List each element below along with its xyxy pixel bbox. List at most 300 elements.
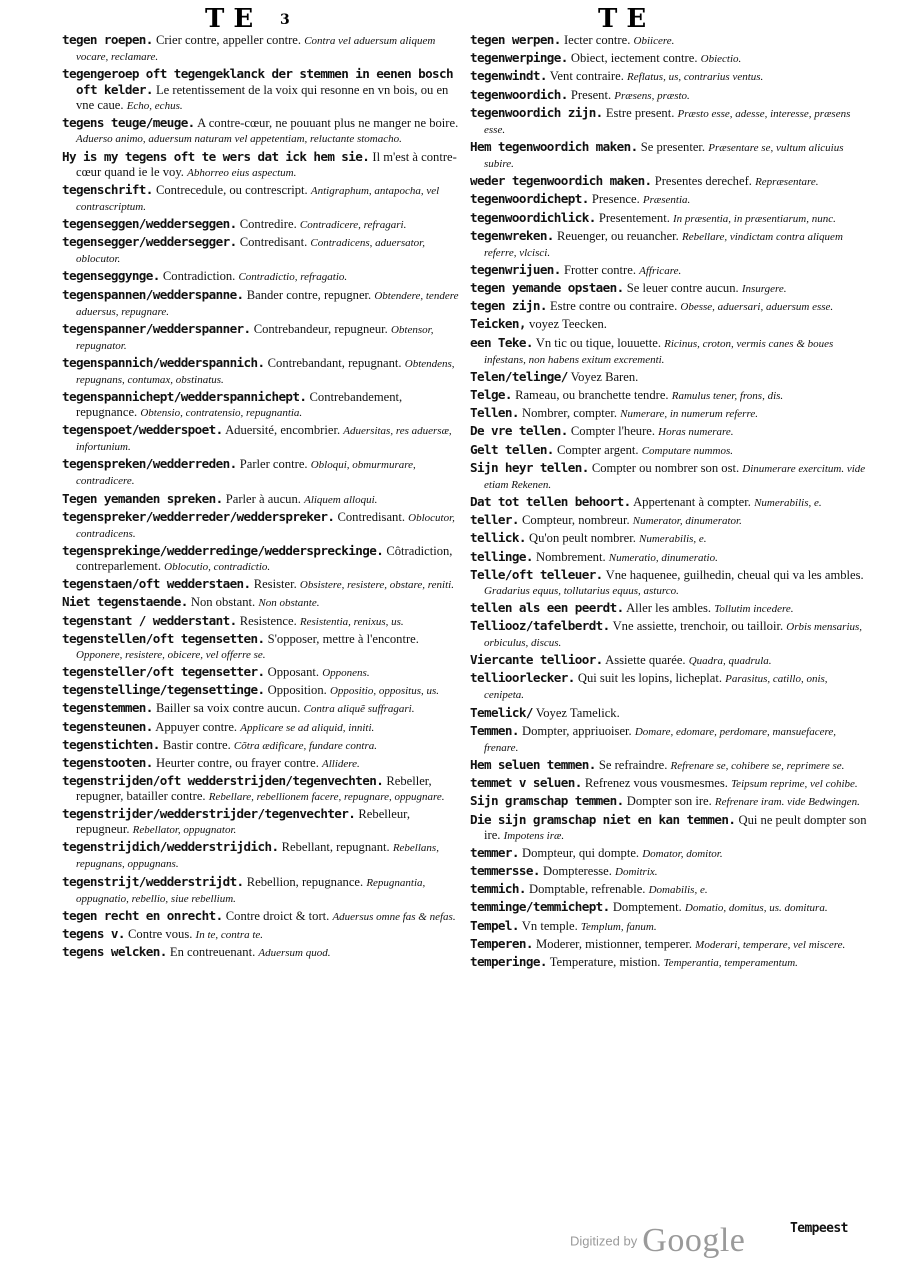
entry-french: Presence. <box>591 192 640 207</box>
dictionary-entry <box>62 182 460 215</box>
entry-headword: Sijn gramschap temmen. <box>470 793 624 809</box>
dictionary-entry <box>470 652 870 669</box>
dictionary-entry <box>62 115 460 147</box>
entry-latin: Rebellare, rebellionem facere, repugnare, oppugnare. <box>208 791 445 804</box>
dictionary-entry <box>62 839 460 872</box>
dictionary-entry <box>62 806 460 838</box>
entry-french: Rebellion, repugnance. <box>246 874 364 889</box>
entry-latin: Abhorreo eius aspectum. <box>187 166 297 179</box>
entry-headword: Hem seluen temmen. <box>470 757 596 772</box>
dictionary-entry <box>62 268 460 285</box>
dictionary-entry <box>470 262 870 279</box>
entry-latin: Domator, domitor. <box>642 847 723 860</box>
entry-latin: Obtendens, repugnans, contumax, obstinatus. <box>76 357 455 386</box>
entry-headword: tegenwoordichept. <box>470 191 589 207</box>
entry-headword: De vre tellen. <box>470 423 568 439</box>
entry-headword: temperinge. <box>470 953 547 969</box>
entry-french: Resister. <box>253 577 297 592</box>
entry-headword: tegenstrijt/wedderstrijdt. <box>62 873 244 889</box>
entry-french: Contre vous. <box>128 927 193 941</box>
entry-headword: tegenspannen/wedderspanne. <box>62 286 244 302</box>
dictionary-entry <box>470 50 870 67</box>
entry-french: Presentement. <box>598 210 670 225</box>
entry-headword: Sijn heyr tellen. <box>470 459 589 475</box>
entry-headword: tegenseggynge. <box>62 268 160 284</box>
entry-latin: Oblocutor, contradicens. <box>76 511 455 540</box>
catchword: Tempeest <box>790 1221 848 1236</box>
entry-latin: Obtensio, contratensio, repugnantia. <box>140 407 303 420</box>
dictionary-entry <box>470 228 870 261</box>
entry-latin: Obiectio. <box>700 53 742 66</box>
entry-headword: Telen/telinge/ <box>470 368 568 384</box>
header-letter-left: T E <box>205 4 254 34</box>
entry-headword: tegen roepen. <box>62 32 153 47</box>
entry-latin: Dinumerare exercitum. vide etiam Rekenen. <box>484 462 866 491</box>
entry-headword: tellinge. <box>470 548 533 564</box>
dictionary-entry <box>470 881 870 898</box>
dictionary-entry <box>470 723 870 756</box>
entry-french: Contradiction. <box>162 269 236 284</box>
entry-french: Voyez Baren. <box>570 369 639 384</box>
entry-latin: Horas numerare. <box>658 426 734 439</box>
entry-latin: Obsistere, resistere, obstare, reniti. <box>299 579 454 592</box>
entry-french: Reuenger, ou reuancher. <box>556 228 679 243</box>
entry-latin: Ramulus tener, frons, dis. <box>671 390 784 402</box>
entry-headword: Telliooz/tafelberdt. <box>470 618 610 634</box>
entry-latin: Rebellare, vindictam contra aliquem referre, vlcisci. <box>484 230 843 259</box>
entry-latin: Contra aliquẽ suffragari. <box>303 703 415 716</box>
entry-headword: temminge/temmichept. <box>470 899 610 915</box>
entry-latin: In præsentia, in præsentiarum, nunc. <box>673 212 836 225</box>
dictionary-entry <box>470 812 870 844</box>
dictionary-entry <box>470 87 870 104</box>
dictionary-entry <box>470 793 870 810</box>
entry-latin: Numerabilis, e. <box>639 533 707 546</box>
right-column <box>470 32 870 972</box>
entry-latin: Parasitus, catillo, onis, cenipeta. <box>484 673 828 702</box>
watermark-brand: Google <box>642 1222 746 1259</box>
entry-headword: tegenwoordichlick. <box>470 209 596 225</box>
entry-latin: Præsentare se, vultum alicuius subire. <box>484 141 844 170</box>
entry-french: Contrebandeur, repugneur. <box>253 321 388 336</box>
dictionary-entry <box>470 936 870 953</box>
entry-french: Bander contre, repugner. <box>246 287 372 302</box>
entry-french: Dompteresse. <box>542 863 612 878</box>
entry-french: Se presenter. <box>640 139 706 154</box>
entry-headword: Temperen. <box>470 935 533 951</box>
dictionary-entry <box>470 369 870 386</box>
entry-latin: Gradarius equus, tollutarius equus, asturco. <box>484 584 679 597</box>
entry-french: Parler contre. <box>239 457 308 472</box>
entry-french: Opposition. <box>267 683 327 698</box>
entry-latin: Refrenare iram. vide Bedwingen. <box>714 796 860 809</box>
entry-french: Contredire. <box>239 216 297 231</box>
entry-headword: tellioorlecker. <box>470 670 575 686</box>
entry-french: Qu'on peult nombrer. <box>529 531 636 546</box>
left-column <box>62 32 460 962</box>
entry-latin: Quadra, quadrula. <box>688 655 772 668</box>
dictionary-entry <box>470 423 870 440</box>
entry-latin: Impotens iræ. <box>503 829 565 842</box>
entry-latin: Affricare. <box>639 264 682 277</box>
dictionary-entry <box>62 234 460 267</box>
entry-french: Appertenant à compter. <box>633 494 751 509</box>
entry-french: Dompter son ire. <box>626 794 712 809</box>
dictionary-entry <box>62 576 460 593</box>
entry-headword: tegensteller/oft tegensetter. <box>62 663 265 679</box>
entry-headword: tegenwoordich. <box>470 86 568 102</box>
entry-headword: Telle/oft telleuer. <box>470 566 603 582</box>
entry-headword: tegensprekinge/wedderredinge/wedderspreckinge. <box>62 543 384 558</box>
entry-headword: tegens teuge/meuge. <box>62 115 195 131</box>
dictionary-entry <box>470 460 870 493</box>
entry-latin: Obtensor, repugnator. <box>76 323 434 352</box>
entry-french: Estre present. <box>605 105 675 120</box>
dictionary-entry <box>470 918 870 935</box>
entry-latin: Reflatus, us, contrarius ventus. <box>627 71 764 84</box>
entry-latin: Numeratio, dinumeratio. <box>608 551 718 564</box>
dictionary-entry <box>62 456 460 489</box>
dictionary-entry <box>470 899 870 916</box>
entry-headword: temmich. <box>470 881 526 897</box>
entry-latin: Echo, echus. <box>126 100 183 113</box>
dictionary-entry <box>470 775 870 792</box>
dictionary-entry <box>62 631 460 663</box>
entry-french: Vn temple. <box>521 918 578 933</box>
dictionary-entry <box>62 719 460 736</box>
dictionary-entry <box>470 618 870 651</box>
entry-latin: Refrenare se, cohibere se, reprimere se. <box>670 760 845 772</box>
dictionary-entry <box>470 335 870 368</box>
entry-latin: Rebellator, oppugnator. <box>132 824 237 837</box>
entry-french: Compter ou nombrer son ost. <box>591 460 740 475</box>
dictionary-entry <box>62 682 460 699</box>
entry-headword: tegenwrijuen. <box>470 261 561 277</box>
entry-headword: tegenstrijden/oft wedderstrijden/tegenvechten. <box>62 773 384 789</box>
entry-french: Vent contraire. <box>549 69 624 84</box>
entry-latin: Moderari, temperare, vel miscere. <box>695 938 846 951</box>
entry-headword: tegenspreker/wedderreder/wedderspreker. <box>62 508 335 524</box>
entry-headword: Teicken, <box>470 316 526 332</box>
entry-french: Assiette quarée. <box>605 653 686 668</box>
entry-french: Qui suit les lopins, licheplat. <box>577 671 723 686</box>
header-mark: 3 <box>280 12 290 28</box>
dictionary-entry <box>62 874 460 907</box>
entry-latin: Non obstante. <box>258 597 320 610</box>
entry-headword: temmersse. <box>470 862 540 878</box>
entry-latin: Præsentia. <box>642 194 691 207</box>
entry-headword: Tempel. <box>470 917 519 933</box>
entry-headword: tegenspannich/wedderspannich. <box>62 354 265 370</box>
entry-french: Contredisant. <box>239 235 308 250</box>
entry-latin: Contradicere, refragari. <box>299 218 407 231</box>
dictionary-entry <box>470 387 870 404</box>
entry-french: Moderer, mistionner, temperer. <box>536 936 693 951</box>
entry-latin: Tollutim incedere. <box>714 602 794 615</box>
entry-headword: Viercante tellioor. <box>470 652 603 668</box>
entry-french: Se refraindre. <box>598 758 668 772</box>
entry-headword: tegenspreken/wedderreden. <box>62 456 237 472</box>
dictionary-entry <box>470 173 870 190</box>
entry-french: Domptement. <box>612 900 682 915</box>
entry-french: Opposant. <box>267 664 320 679</box>
dictionary-entry <box>470 705 870 722</box>
dictionary-entry <box>470 280 870 297</box>
entry-latin: Opponens. <box>322 666 370 679</box>
watermark-prefix: Digitized by <box>570 1233 638 1249</box>
entry-headword: tegenwerpinge. <box>470 50 568 66</box>
dictionary-entry <box>62 287 460 320</box>
entry-latin: Opponere, resistere, obicere, vel offerre se. <box>76 648 266 661</box>
entry-headword: tegens v. <box>62 926 125 941</box>
entry-latin: Repugnantia, oppugnatio, rebellio, siue rebellium. <box>76 876 426 905</box>
entry-headword: Hem tegenwoordich maken. <box>470 138 638 154</box>
entry-latin: Præsto esse, adesse, interesse, præsens esse. <box>484 107 851 136</box>
dictionary-entry <box>470 442 870 459</box>
entry-latin: Insurgere. <box>741 283 787 296</box>
entry-latin: Obiicere. <box>633 35 675 47</box>
dictionary-entry <box>62 908 460 925</box>
entry-latin: Numerare, in numerum referre. <box>620 408 758 421</box>
entry-latin: Ricinus, croton, vermis canes & boues infestans, non habens exitum excrementi. <box>484 337 834 366</box>
entry-latin: Contra vel aduersum aliquem vocare, reclamare. <box>76 35 436 63</box>
dictionary-entry <box>470 567 870 599</box>
entry-headword: een Teke. <box>470 334 533 350</box>
dictionary-entry <box>470 670 870 703</box>
entry-latin: Domatio, domitus, us. domitura. <box>684 902 828 915</box>
entry-headword: tegenstichten. <box>62 736 160 752</box>
dictionary-entry <box>62 664 460 681</box>
entry-french: Non obstant. <box>190 595 256 610</box>
entry-headword: tellen als een peerdt. <box>470 599 624 615</box>
entry-french: Heurter contre, ou frayer contre. <box>155 755 319 770</box>
entry-french: Dompter, appriuoiser. <box>522 723 632 738</box>
entry-latin: Resistentia, renixus, us. <box>299 615 404 628</box>
dictionary-entry <box>470 600 870 617</box>
dictionary-entry <box>62 149 460 181</box>
entry-headword: tegen yemande opstaen. <box>470 280 624 296</box>
entry-french: Bastir contre. <box>162 737 231 752</box>
entry-latin: Domabilis, e. <box>648 884 708 897</box>
dictionary-entry <box>470 191 870 208</box>
entry-latin: Domare, edomare, perdomare, mansuefacere, frenare. <box>484 725 836 754</box>
entry-latin: Contradicens, aduersator, oblocutor. <box>76 237 425 266</box>
entry-headword: tegenwoordich zijn. <box>470 104 603 120</box>
entry-headword: tegenspoet/wedderspoet. <box>62 422 223 438</box>
entry-french: Compter argent. <box>556 442 639 457</box>
entry-latin: Rebellans, repugnans, oppugnans. <box>76 842 439 871</box>
entry-latin: Domitrix. <box>615 865 658 878</box>
entry-headword: tegenstrijdich/wedderstrijdich. <box>62 839 279 855</box>
entry-latin: Allidere. <box>322 757 360 770</box>
entry-latin: Aduersus omne fas & nefas. <box>332 910 456 923</box>
entry-french: Obiect, iectement contre. <box>570 51 698 66</box>
entry-headword: Hy is my tegens oft te wers dat ick hem sie. <box>62 148 370 164</box>
entry-french: Il m'est à contre-cœur quand ie le voy. <box>76 149 457 179</box>
entry-latin: Præsens, præsto. <box>614 89 690 102</box>
entry-latin: Cõtra ædificare, fundare contra. <box>233 739 378 752</box>
header-letter-right: T E <box>598 4 647 34</box>
dictionary-entry <box>470 32 870 49</box>
entry-latin: Repræsentare. <box>755 176 819 189</box>
dictionary-entry <box>62 389 460 421</box>
entry-headword: Tegen yemanden spreken. <box>62 490 223 506</box>
entry-latin: Teipsum reprime, vel cohibe. <box>731 778 858 791</box>
entry-headword: tegenstaen/oft wedderstaen. <box>62 576 251 592</box>
entry-headword: tegensegger/weddersegger. <box>62 234 237 250</box>
dictionary-entry <box>62 32 460 65</box>
entry-french: voyez Teecken. <box>529 317 607 332</box>
entry-french: Contredisant. <box>337 509 405 524</box>
entry-headword: tegenschrift. <box>62 181 153 197</box>
dictionary-entry <box>62 321 460 354</box>
entry-latin: Templum, fanum. <box>580 920 657 933</box>
entry-latin: Oblocutio, contradictio. <box>164 561 271 573</box>
entry-headword: Dat tot tellen behoort. <box>470 493 631 509</box>
entry-latin: Aduerso animo, aduersum naturam vel appetentiam, reluctante stomacho. <box>76 133 402 146</box>
entry-french: Temperature, mistion. <box>549 954 661 969</box>
dictionary-entry <box>470 139 870 172</box>
entry-latin: Oppositio, oppositus, us. <box>329 685 440 698</box>
entry-french: Nombrement. <box>536 549 606 564</box>
entry-french: Le retentissement de la voix qui resonne en vn bois, ou en vne caue. <box>76 83 449 113</box>
entry-headword: tegenstooten. <box>62 754 153 770</box>
dictionary-entry <box>62 491 460 508</box>
dictionary-entry <box>470 757 870 774</box>
dictionary-entry <box>470 298 870 315</box>
dictionary-entry <box>62 422 460 455</box>
entry-french: Rebellant, repugnant. <box>281 840 390 855</box>
entry-french: A contre-cœur, ne pouuant plus ne manger ne boire. <box>197 116 459 131</box>
entry-headword: tegen werpen. <box>470 32 561 47</box>
entry-latin: Temperantia, temperamentum. <box>663 956 798 969</box>
entry-latin: Numerator, dinumerator. <box>632 515 742 528</box>
entry-headword: tegenwindt. <box>470 68 547 84</box>
entry-latin: Aduersum quod. <box>258 947 331 960</box>
entry-headword: weder tegenwoordich maken. <box>470 173 652 189</box>
entry-french: Se leuer contre aucun. <box>626 281 739 296</box>
dictionary-entry <box>62 737 460 754</box>
entry-french: Nombrer, compter. <box>522 406 618 421</box>
entry-headword: Gelt tellen. <box>470 441 554 457</box>
entry-french: Contrebandement, repugnance. <box>76 390 403 420</box>
entry-headword: temmer. <box>470 844 519 860</box>
entry-headword: Telge. <box>470 387 512 402</box>
entry-french: Dompteur, qui dompte. <box>522 845 640 860</box>
entry-latin: Antigraphum, antapocha, vel contrascriptum. <box>76 184 440 213</box>
entry-latin: Obesse, aduersari, aduersum esse. <box>680 301 834 314</box>
entry-french: Domptable, refrenable. <box>529 882 646 897</box>
entry-latin: Orbis mensarius, orbiculus, discus. <box>484 621 863 650</box>
entry-headword: tegenstant / wedderstant. <box>62 612 237 628</box>
entry-french: Estre contre ou contraire. <box>549 299 678 314</box>
dictionary-entry <box>62 755 460 772</box>
dictionary-entry <box>470 405 870 422</box>
dictionary-entry <box>62 509 460 542</box>
entry-headword: tegengeroep oft tegengeklanck der stemmen in eenen bosch oft kelder. <box>62 66 453 98</box>
dictionary-entry <box>470 105 870 138</box>
entry-french: Rebelleur, repugneur. <box>76 807 411 837</box>
entry-french: Crier contre, appeller contre. <box>155 33 302 47</box>
entry-latin: Obtendere, tendere aduersus, repugnare. <box>76 289 459 318</box>
dictionary-entry <box>62 944 460 961</box>
entry-french: Voyez Tamelick. <box>535 705 620 720</box>
dictionary-entry <box>62 543 460 575</box>
dictionary-entry <box>62 773 460 805</box>
entry-headword: tegenseggen/wedderseggen. <box>62 215 237 231</box>
dictionary-entry <box>470 494 870 511</box>
entry-french: Parler à aucun. <box>225 491 301 506</box>
entry-french: Refrenez vous vousmesmes. <box>584 776 728 791</box>
entry-headword: tegenwreken. <box>470 227 554 243</box>
entry-headword: Tellen. <box>470 405 519 421</box>
entry-headword: tegenstrijder/wedderstrijder/tegenvechter. <box>62 806 356 822</box>
entry-headword: tegenstellen/oft tegensetten. <box>62 630 265 646</box>
entry-latin: Obloqui, obmurmurare, contradicere. <box>76 459 416 488</box>
entry-headword: tegenspannichept/wedderspannichept. <box>62 389 307 405</box>
entry-headword: teller. <box>470 512 519 528</box>
entry-latin: Computare nummos. <box>641 444 733 457</box>
dictionary-entry <box>470 316 870 333</box>
dictionary-entry <box>62 355 460 388</box>
entry-french: S'opposer, mettre à l'encontre. <box>267 631 419 646</box>
entry-french: Vn tic ou tique, louuette. <box>535 335 661 350</box>
entry-french: Vne haquenee, guilhedin, cheual qui va les ambles. <box>605 567 864 582</box>
dictionary-entry <box>470 68 870 85</box>
entry-headword: tegenstellinge/tegensettinge. <box>62 682 265 698</box>
entry-latin: Aduersitas, res aduersæ, infortunium. <box>76 425 452 454</box>
google-watermark <box>570 1222 745 1260</box>
entry-latin: In te, contra te. <box>195 929 264 941</box>
entry-french: Frotter contre. <box>563 262 636 277</box>
entry-french: Rameau, ou branchette tendre. <box>515 388 669 402</box>
dictionary-entry <box>470 210 870 227</box>
entry-headword: tegen recht en onrecht. <box>62 907 223 923</box>
entry-french: Iecter contre. <box>563 33 631 47</box>
entry-french: Present. <box>570 87 612 102</box>
entry-french: Appuyer contre. <box>155 719 238 734</box>
dictionary-entry <box>62 700 460 717</box>
entry-headword: Die sijn gramschap niet en kan temmen. <box>470 811 736 827</box>
entry-headword: Temmen. <box>470 722 519 738</box>
dictionary-entry <box>470 863 870 880</box>
entry-headword: tegen zijn. <box>470 298 547 314</box>
entry-headword: tegenstemmen. <box>62 700 153 716</box>
entry-headword: tegenspanner/wedderspanner. <box>62 320 251 336</box>
entry-french: Presentes derechef. <box>654 174 752 189</box>
dictionary-entry <box>62 216 460 233</box>
entry-latin: Numerabilis, e. <box>754 496 822 509</box>
dictionary-entry <box>470 549 870 566</box>
entry-latin: Contradictio, refragatio. <box>238 271 348 284</box>
entry-headword: tegensteunen. <box>62 718 153 734</box>
entry-french: Vne assiette, trenchoir, ou tailloir. <box>612 619 784 634</box>
entry-french: Bailler sa voix contre aucun. <box>155 701 301 716</box>
entry-french: Contrecedule, ou contrescript. <box>155 182 308 197</box>
entry-headword: temmet v seluen. <box>470 775 582 791</box>
entry-latin: Applicare se ad aliquid, inniti. <box>240 721 375 734</box>
entry-french: Aduersité, encombrier. <box>225 423 341 438</box>
dictionary-entry <box>470 954 870 971</box>
entry-french: Resistence. <box>239 613 297 628</box>
entry-french: Contre droict & tort. <box>225 908 330 923</box>
entry-headword: Temelick/ <box>470 704 533 720</box>
entry-latin: Aliquem alloqui. <box>304 493 378 506</box>
entry-french: Côtradiction, contreparlement. <box>76 544 453 573</box>
entry-headword: tegens welcken. <box>62 944 167 960</box>
entry-french: Rebeller, repugner, batailler contre. <box>76 774 432 804</box>
entry-french: Compteur, nombreur. <box>522 513 630 528</box>
